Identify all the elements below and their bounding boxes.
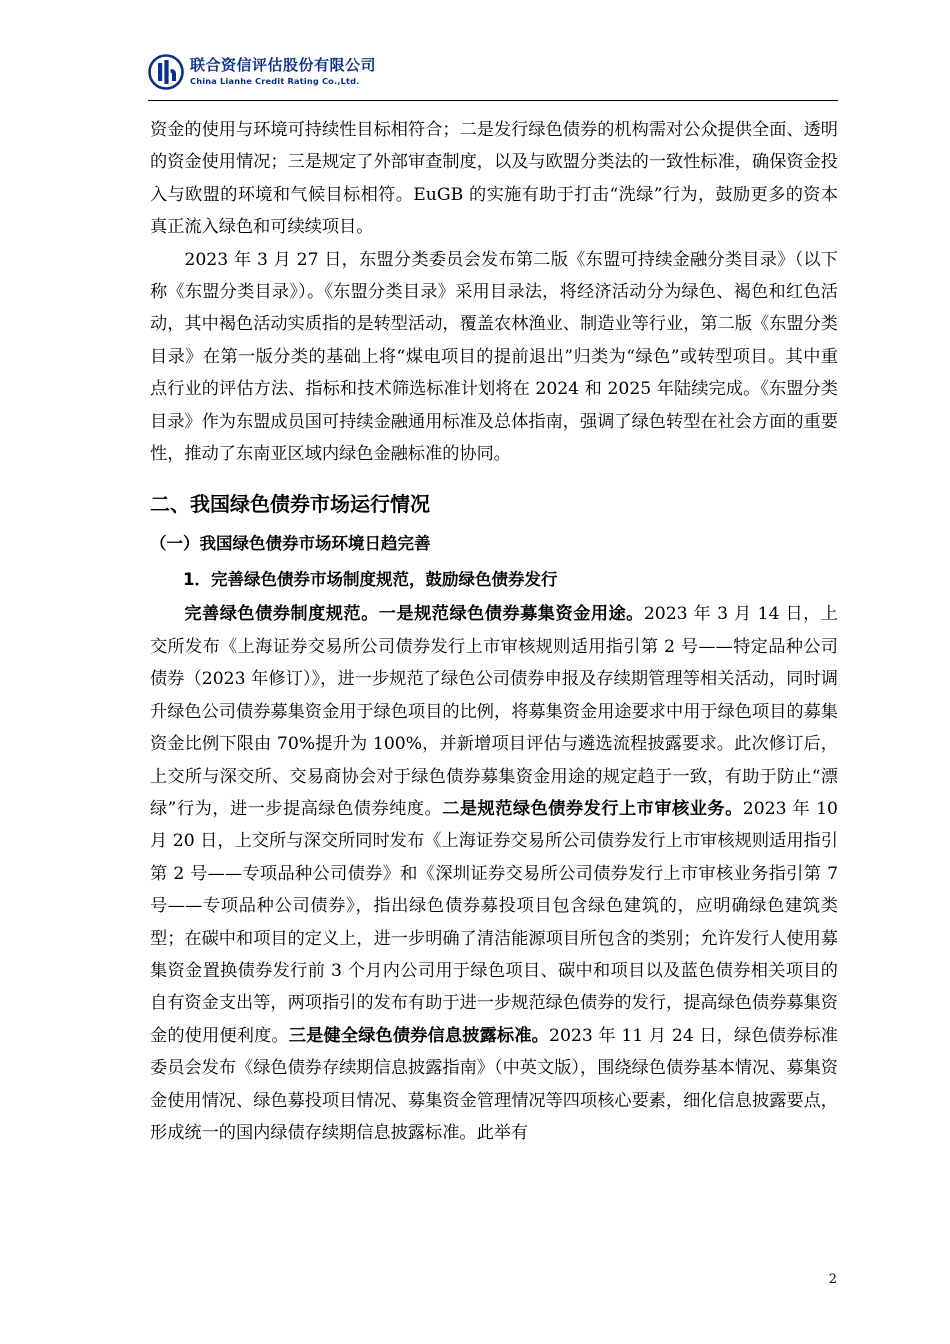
section-heading: 二、我国绿色债券市场运行情况 xyxy=(150,492,430,517)
company-name-en: China Lianhe Credit Rating Co.,Ltd. xyxy=(190,76,360,87)
paragraph-regulations xyxy=(150,598,838,1149)
text-2: 2023 年 10 月 20 日，上交所与深交所同时发布《上海证券交易所公司债券发行上市审核规则适用指引第 2 号——专项品种公司债券》和《深圳证券交易所公司债券发行上市审核业务指引第 7 号——专项品种公司债券》，指出绿色债券募投项目包含绿色建筑的，应明确绿色建筑类型；在碳中和项目的定义上，进一步明确了清洁能源项目所包含的类别；允许发行人使用募集资金置换债券发行前 3 个月内公司用于绿色项目、碳中和项目以及蓝色债券相关项目的自有资金支出等，两项指引的发布有助于进一步规范绿色债券的发行，提高绿色债券募集资金的使用便利度。 xyxy=(150,798,838,1046)
text-3: 2023 年 11 月 24 日，绿色债券标准委员会发布《绿色债券存续期信息披露指南》（中英文版），围绕绿色债券基本情况、募集资金使用情况、绿色募投项目情况、募集资金管理情况等四项核心要素，细化信息披露要点，形成统一的国内绿债存续期信息披露标准。此举有 xyxy=(150,1025,838,1143)
bold-lead-1: 完善绿色债券制度规范。一是规范绿色债券募集资金用途。 xyxy=(184,604,644,625)
page-number: 2 xyxy=(828,1272,837,1287)
bold-lead-3: 三是健全绿色债券信息披露标准。 xyxy=(288,1025,550,1046)
paragraph-eugb: 资金的使用与环境可持续性目标相符合；二是发行绿色债券的机构需对公众提供全面、透明的资金使用情况；三是规定了外部审查制度，以及与欧盟分类法的一致性标准，确保资金投入与欧盟的环境和气候目标相符。EuGB 的实施有助于打击“洗绿”行为，鼓励更多的资本真正流入绿色和可续续项目。 xyxy=(150,120,838,238)
company-logo-icon xyxy=(148,54,184,90)
company-name-cn: 联合资信评估股份有限公司 xyxy=(190,56,377,75)
text-1: 2023 年 3 月 14 日，上交所发布《上海证券交易所公司债券发行上市审核规则适用指引第 2 号——特定品种公司债券（2023 年修订）》，进一步规范了绿色公司债券申报及存续期管理等相关活动，同时调升绿色公司债券募集资金用于绿色项目的比例，将募集资金用途要求中用于绿色项目的募集资金比例下限由 70%提升为 100%，并新增项目评估与遴选流程披露要求。此次修订后，上交所与深交所、交易商协会对于绿色债券募集资金用途的规定趋于一致，有助于防止“漂绿”行为，进一步提高绿色债券纯度。 xyxy=(150,604,838,819)
sub-subsection-heading: 1．完善绿色债券市场制度规范，鼓励绿色债券发行 xyxy=(183,570,558,590)
header-rule xyxy=(148,100,838,101)
company-name xyxy=(190,58,376,85)
bold-lead-2: 二是规范绿色债券发行上市审核业务。 xyxy=(442,798,743,819)
document-body xyxy=(150,114,838,1149)
subsection-heading: （一）我国绿色债券市场环境日趋完善 xyxy=(150,534,431,554)
header xyxy=(148,50,376,94)
paragraph-asean-taxonomy: 2023 年 3 月 27 日，东盟分类委员会发布第二版《东盟可持续金融分类目录》（以下称《东盟分类目录》）。《东盟分类目录》采用目录法，将经济活动分为绿色、褐色和红色活动，其中褐色活动实质指的是转型活动，覆盖农林渔业、制造业等行业，第二版《东盟分类目录》在第一版分类的基础上将“煤电项目的提前退出”归类为“绿色”或转型项目。其中重点行业的评估方法、指标和技术筛选标准计划将在 2024 和 2025 年陆续完成。《东盟分类目录》作为东盟成员国可持续金融通用标准及总体指南，强调了绿色转型在社会方面的重要性，推动了东南亚区域内绿色金融标准的协同。 xyxy=(150,249,838,465)
